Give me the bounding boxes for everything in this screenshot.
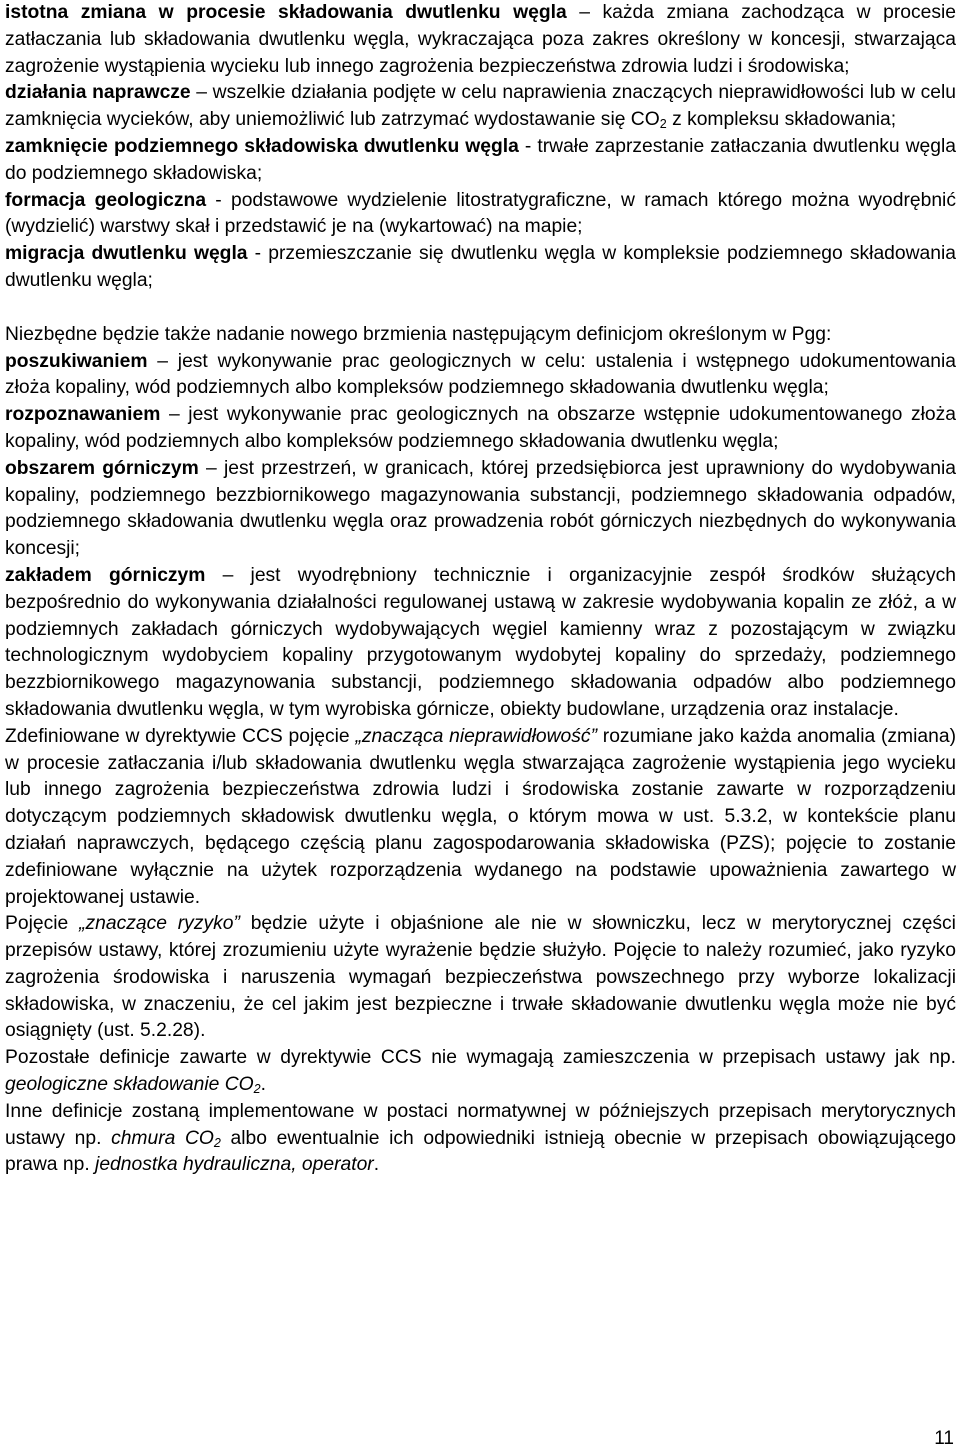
definition-migracja — [5, 241, 956, 295]
definition-text: – każda zmiana zachodząca w procesie zatłaczania lub składowania dwutlenku węgla, wykraczająca poza zakres określony w koncesji, stwarzająca zagrożenie wystąpienia wycieku lub innego zagrożenia bezpieczeństwa zdrowia ludzi i środowiska; — [5, 2, 956, 77]
definition-text: - podstawowe wydzielenie litostratygraficzne, w ramach którego można wyodrębnić (wydzielić) warstwy skał i przedstawić je na (wykartować) na mapie; — [5, 189, 956, 238]
definition-text: – jest wykonywanie prac geologicznych w celu: ustalenia i wstępnego udokumentowania złoża kopaliny, wód podziemnych albo kompleksów podziemnego składowania dwutlenku węgla; — [5, 350, 956, 399]
definition-term: istotna zmiana w procesie składowania dwutlenku węgla — [5, 2, 567, 23]
definition-formacja — [5, 188, 956, 242]
paragraph-term-2: jednostka hydrauliczna, operator — [95, 1154, 374, 1176]
definition-term: migracja dwutlenku węgla — [5, 243, 248, 265]
definition-term: działania naprawcze — [5, 82, 191, 104]
definition-zamkniecie — [5, 134, 956, 188]
paragraph-term: geologiczne składowanie CO — [5, 1074, 254, 1096]
intro-pgg: Niezbędne będzie także nadanie nowego brzmienia następującym definicjom określonym w Pgg: — [5, 323, 832, 345]
paragraph-text-end: będzie użyte i objaśnione ale nie w słowniczku, lecz w merytorycznej części przepisów ustawy, której zrozumieniu użyte wyrażenie będzie służyło. Pojęcie to należy rozumieć, jako ryzyko zagrożenia środowiska i naruszenia wymagań bezpieczeństwa powszechnego przy wyborze lokalizacji składowiska, w znaczeniu, że cel jakim jest bezpieczne i trwałe składowanie dwutlenku węgla może nie być osiągnięty (ust. 5.2.28). — [5, 913, 956, 1042]
definition-term: rozpoznawaniem — [5, 404, 161, 426]
definition-term: obszarem górniczym — [5, 457, 199, 479]
definition-text: – jest wyodrębniony technicznie i organizacyjnie zespół środków służących bezpośrednio do wykonywania działalności regulowanej ustawą w zakresie wydobywania kopalin ze złóż, a w podziemnych zakładach górniczych wydobywających węgiel kamienny wraz z pozostającym w związku technologicznym wydobyciem kopaliny przygotowanym wydobytej kopaliny do sprzedaży, podziemnego bezzbiornikowego magazynowania substancji, podziemnego składowania odpadów albo podziemnego składowania dwutlenku węgla, w tym wyrobiska górnicze, obiekty budowlane, urządzenia oraz instalacje. — [5, 564, 956, 720]
paragraph-text: Pojęcie — [5, 913, 80, 935]
subscript: 2 — [659, 117, 667, 132]
page-number: 11 — [934, 1428, 954, 1449]
paragraph-term: chmura CO — [111, 1127, 214, 1149]
definition-term: poszukiwaniem — [5, 350, 148, 372]
paragraph-gap — [5, 295, 956, 322]
definition-text: – jest przestrzeń, w granicach, której przedsiębiorca jest uprawniony do wydobywania kopaliny, podziemnego bezzbiornikowego magazynowania substancji, podziemnego składowania odpadów, podziemnego składowania dwutlenku węgla oraz prowadzenia robót górniczych niezbędnych do wykonywania koncesji; — [5, 457, 957, 560]
pgg-definition-rozpoznawanie — [5, 402, 956, 456]
subscript: 2 — [213, 1135, 221, 1150]
paragraph-text-end: rozumiane jako każda anomalia (zmiana) w procesie zatłaczania i/lub składowania dwutlenku węgla stwarzająca zagrożenie wystąpienia jego wycieku lub innego zagrożenia bezpieczeństwa zdrowia ludzi i środowiska zostanie zawarte w rozporządzeniu dotyczącym podziemnych składowisk dwutlenku węgla, o którym mowa w ust. 5.3.2, w kontekście planu działań naprawczych, będącego częścią planu zagospodarowania składowiska (PZS); pojęcie to zostanie zdefiniowane wyłącznie na użytek rozporządzenia wydanego na podstawie upoważnienia zawartego w projektowanej ustawie. — [5, 725, 956, 908]
definition-term: zakładem górniczym — [5, 564, 206, 586]
paragraph-znaczace-ryzyko — [5, 911, 956, 1045]
definition-istotna-zmiana — [5, 0, 956, 80]
definition-text: – jest wykonywanie prac geologicznych na obszarze wstępnie udokumentowanego złoża kopaliny, wód podziemnych albo kompleksów podziemnego składowania dwutlenku węgla; — [5, 404, 956, 452]
subscript: 2 — [253, 1082, 261, 1097]
definition-text-end: z kompleksu składowania; — [666, 109, 897, 131]
paragraph-text: Inne definicje zostaną implementowane w postaci normatywnej w późniejszych przepisach merytorycznych ustawy np. — [5, 1100, 956, 1149]
paragraph-text: Pozostałe definicje zawarte w dyrektywie CCS nie wymagają zamieszczenia w przepisach ustawy jak np. — [5, 1047, 956, 1069]
definition-term: zamknięcie podziemnego składowiska dwutlenku węgla — [5, 135, 519, 157]
paragraph-pozostale-definicje — [5, 1045, 956, 1099]
paragraph-inne-definicje — [5, 1099, 956, 1179]
pgg-definition-poszukiwanie — [5, 349, 956, 403]
paragraph-text-end: . — [373, 1154, 380, 1176]
definition-dzialania-naprawcze — [5, 80, 956, 134]
paragraph-text: Zdefiniowane w dyrektywie CCS pojęcie — [5, 725, 356, 747]
pgg-definition-zaklad-gorniczy — [5, 563, 956, 724]
definition-text: - trwałe zaprzestanie zatłaczania dwutlenku węgla do podziemnego składowiska; — [5, 135, 956, 184]
document-page — [5, 0, 956, 1179]
definition-text: - przemieszczanie się dwutlenku węgla w kompleksie podziemnego składowania dwutlenku węgla; — [5, 243, 957, 291]
paragraph-text-mid: albo ewentualnie ich odpowiedniki istnieją obecnie w przepisach obowiązującego prawa np. — [5, 1127, 956, 1176]
paragraph-znaczaca-nieprawidlowosc — [5, 724, 956, 912]
paragraph-text-end: . — [260, 1074, 267, 1096]
pgg-definition-obszar-gorniczy — [5, 456, 956, 563]
paragraph-term: „znacząca nieprawidłowość” — [355, 725, 597, 747]
paragraph-term: „znaczące ryzyko” — [79, 913, 240, 935]
definition-text: – wszelkie działania podjęte w celu naprawienia znaczących nieprawidłowości lub w celu zamknięcia wycieków, aby uniemożliwić lub zatrzymać wydostawanie się CO — [5, 82, 957, 131]
definition-term: formacja geologiczna — [5, 189, 207, 211]
